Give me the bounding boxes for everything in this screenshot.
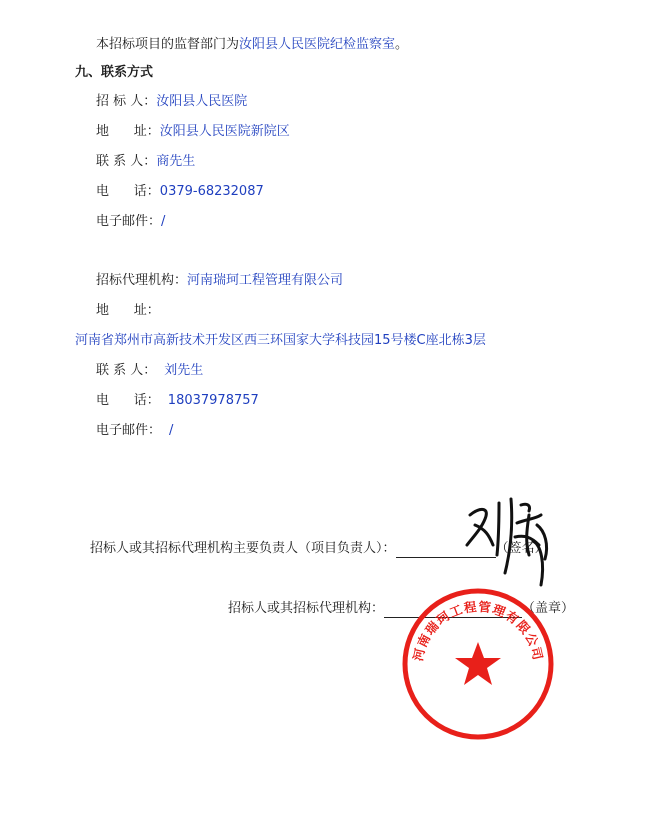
tenderer-address: 汝阳县人民医院新院区 — [159, 124, 290, 139]
tenderer-address-label: 地 址： — [96, 124, 160, 139]
tenderer-name: 汝阳县人民医院 — [156, 94, 248, 109]
tenderer-phone-label: 电 话： — [96, 184, 160, 199]
tenderer-email-label: 电子邮件： — [96, 214, 162, 229]
handwritten-signature — [455, 485, 565, 595]
seal-text: 河南瑞珂工程管理有限公司 — [410, 598, 546, 663]
agency-name-row — [96, 272, 343, 290]
supervision-dept: 汝阳县人民医院纪检监察室 — [239, 37, 396, 52]
agency-phone-row — [96, 392, 259, 410]
intro-line — [96, 36, 408, 54]
tenderer-contact-row — [96, 153, 195, 171]
agency-name-label: 招标代理机构： — [96, 273, 188, 288]
signature-org-label: 招标人或其招标代理机构： — [228, 601, 385, 616]
agency-email: / — [169, 423, 174, 438]
intro-text: 本招标项目的监督部门为 — [96, 37, 240, 52]
agency-address: 河南省郑州市高新技术开发区西三环国家大学科技园15号楼C座北栋3层 — [75, 333, 486, 348]
section-title: 九、联系方式 — [75, 65, 154, 80]
tenderer-contact: 商先生 — [156, 154, 196, 169]
agency-phone-label: 电 话： — [96, 393, 160, 408]
tenderer-contact-label: 联 系 人： — [96, 154, 157, 169]
tenderer-phone: 0379-68232087 — [159, 184, 264, 199]
agency-name: 河南瑞珂工程管理有限公司 — [187, 273, 344, 288]
agency-email-label: 电子邮件： — [96, 423, 162, 438]
tenderer-phone-row — [96, 183, 264, 201]
tenderer-email-row — [96, 213, 165, 231]
agency-phone: 18037978757 — [167, 393, 259, 408]
tenderer-email: / — [161, 214, 166, 229]
agency-email-row — [96, 422, 173, 440]
tenderer-name-label: 招 标 人： — [96, 94, 157, 109]
tenderer-address-row — [96, 123, 290, 141]
intro-end: 。 — [395, 37, 409, 52]
agency-contact-label: 联 系 人： — [96, 363, 157, 378]
tenderer-name-row — [96, 93, 247, 111]
seal-star-icon — [455, 642, 501, 685]
agency-contact-row — [96, 362, 203, 380]
signature-org-suffix: （盖章） — [522, 601, 575, 616]
agency-address-label-row — [96, 302, 160, 320]
signature-person-suffix: （签名） — [495, 541, 548, 556]
signature-person-label: 招标人或其招标代理机构主要负责人（项目负责人）： — [90, 541, 396, 556]
official-seal — [398, 584, 558, 744]
agency-address-label: 地 址： — [96, 303, 160, 318]
agency-contact: 刘先生 — [164, 363, 204, 378]
